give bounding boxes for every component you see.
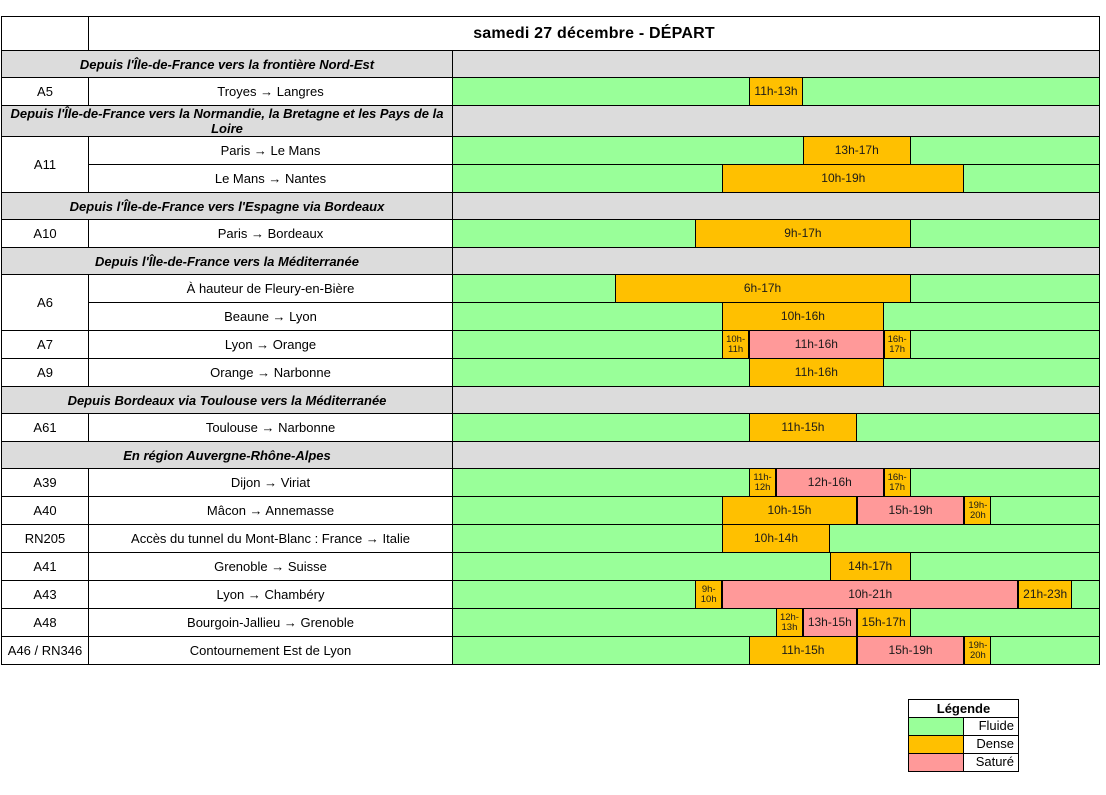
road-route: Le Mans → Nantes [89, 165, 453, 193]
timeline-cell [453, 581, 1100, 609]
table-row [2, 331, 1100, 359]
section-row [2, 387, 1100, 414]
road-code: A39 [2, 469, 89, 497]
timeline [453, 220, 1099, 247]
segment-label: 16h- 17h [887, 471, 907, 493]
traffic-segment: 12h-16h [776, 469, 884, 496]
road-route: Mâcon → Annemasse [89, 497, 453, 525]
section-header-label: En région Auvergne-Rhône-Alpes [2, 442, 453, 469]
segment-label: 19h- 20h [968, 639, 988, 661]
road-code: A40 [2, 497, 89, 525]
traffic-segment: 10h-14h [722, 525, 830, 552]
traffic-segment [964, 497, 991, 524]
table-row [2, 414, 1100, 442]
segment-label: 19h- 20h [968, 499, 988, 521]
section-row [2, 193, 1100, 220]
segment-label: 10h- 11h [726, 333, 746, 355]
legend-title: Légende [936, 701, 991, 716]
timeline [453, 609, 1099, 636]
timeline-cell [453, 414, 1100, 442]
table-row [2, 525, 1100, 553]
road-code: A48 [2, 609, 89, 637]
timeline [453, 165, 1099, 192]
section-header-bar [453, 248, 1100, 275]
road-code: A43 [2, 581, 89, 609]
section-header-label: Depuis Bordeaux via Toulouse vers la Méditerranée [2, 387, 453, 414]
table-row [2, 553, 1100, 581]
road-route: Lyon → Orange [89, 331, 453, 359]
traffic-segment [964, 637, 991, 664]
road-code: A41 [2, 553, 89, 581]
traffic-segment: 6h-17h [615, 275, 911, 302]
section-header-bar [453, 193, 1100, 220]
road-code: A61 [2, 414, 89, 442]
table-row [2, 275, 1100, 303]
section-header-bar [453, 51, 1100, 78]
legend-row-sature [909, 753, 1018, 771]
traffic-segment: 11h-15h [749, 637, 857, 664]
road-route: Orange → Narbonne [89, 359, 453, 387]
table-row [2, 165, 1100, 193]
legend-row-dense [909, 735, 1018, 753]
road-route: Paris → Le Mans [89, 137, 453, 165]
table-row [2, 609, 1100, 637]
traffic-segment: 10h-19h [722, 165, 964, 192]
traffic-segment: 10h-15h [722, 497, 857, 524]
timeline [453, 303, 1099, 330]
dense-color-swatch [909, 736, 964, 753]
timeline [453, 637, 1099, 664]
road-route: Beaune → Lyon [89, 303, 453, 331]
traffic-segment: 10h-16h [722, 303, 884, 330]
timeline [453, 359, 1099, 386]
section-header-bar [453, 387, 1100, 414]
fluide-label: Fluide [978, 718, 1014, 733]
segment-label: 16h- 17h [887, 333, 907, 355]
road-code: A11 [2, 137, 89, 193]
traffic-segment: 10h-21h [722, 581, 1018, 608]
road-route: Contournement Est de Lyon [89, 637, 453, 665]
timeline [453, 553, 1099, 580]
traffic-segment [884, 331, 911, 358]
table-row [2, 78, 1100, 106]
legend-row-fluide [909, 717, 1018, 735]
road-code: A7 [2, 331, 89, 359]
title-row [2, 17, 1100, 51]
segment-label: 9h- 10h [700, 583, 717, 605]
dense-label: Dense [976, 736, 1014, 751]
sature-color-swatch [909, 754, 964, 771]
traffic-segment: 15h-17h [857, 609, 911, 636]
traffic-forecast-table [1, 16, 1100, 665]
timeline-cell [453, 553, 1100, 581]
timeline-cell [453, 497, 1100, 525]
road-code: A46 / RN346 [2, 637, 89, 665]
section-header-bar [453, 442, 1100, 469]
table-row [2, 469, 1100, 497]
traffic-segment: 13h-17h [803, 137, 911, 164]
traffic-segment: 11h-16h [749, 359, 884, 386]
road-route: À hauteur de Fleury-en-Bière [89, 275, 453, 303]
table-row [2, 637, 1100, 665]
table-row [2, 220, 1100, 248]
road-route: Paris → Bordeaux [89, 220, 453, 248]
timeline-cell [453, 303, 1100, 331]
timeline-cell [453, 469, 1100, 497]
traffic-segment: 15h-19h [857, 497, 965, 524]
fluide-color-swatch [909, 718, 964, 735]
road-code: A9 [2, 359, 89, 387]
timeline [453, 497, 1099, 524]
traffic-segment: 13h-15h [803, 609, 857, 636]
traffic-segment: 11h-15h [749, 414, 857, 441]
section-row [2, 248, 1100, 275]
road-route: Grenoble → Suisse [89, 553, 453, 581]
timeline-cell [453, 275, 1100, 303]
traffic-segment [695, 581, 722, 608]
road-route: Accès du tunnel du Mont-Blanc : France → Italie [89, 525, 453, 553]
section-header-label: Depuis l'Île-de-France vers la Normandie, la Bretagne et les Pays de la Loire [2, 106, 453, 137]
segment-label: 11h- 12h [753, 471, 772, 493]
traffic-segment [722, 331, 749, 358]
table-row [2, 581, 1100, 609]
segment-label: 12h- 13h [779, 611, 799, 633]
timeline-cell [453, 137, 1100, 165]
section-row [2, 51, 1100, 78]
road-code: A5 [2, 78, 89, 106]
road-route: Dijon → Viriat [89, 469, 453, 497]
section-header-label: Depuis l'Île-de-France vers la frontière Nord-Est [2, 51, 453, 78]
timeline-cell [453, 525, 1100, 553]
road-code: RN205 [2, 525, 89, 553]
traffic-segment: 9h-17h [695, 220, 910, 247]
timeline [453, 331, 1099, 358]
table-row [2, 137, 1100, 165]
traffic-segment [884, 469, 911, 496]
traffic-table-body [2, 17, 1100, 665]
timeline [453, 275, 1099, 302]
section-header-label: Depuis l'Île-de-France vers l'Espagne via Bordeaux [2, 193, 453, 220]
page-title: samedi 27 décembre - DÉPART [89, 17, 1100, 51]
table-row [2, 497, 1100, 525]
road-code: A10 [2, 220, 89, 248]
table-row [2, 303, 1100, 331]
timeline [453, 78, 1099, 105]
section-row [2, 442, 1100, 469]
road-route: Troyes → Langres [89, 78, 453, 106]
section-row [2, 106, 1100, 137]
timeline-cell [453, 637, 1100, 665]
title-spacer [2, 17, 89, 51]
section-header-bar [453, 106, 1100, 137]
road-route: Bourgoin-Jallieu → Grenoble [89, 609, 453, 637]
traffic-segment: 11h-13h [749, 78, 803, 105]
timeline-cell [453, 165, 1100, 193]
legend [908, 699, 1019, 772]
timeline [453, 137, 1099, 164]
traffic-segment: 15h-19h [857, 637, 965, 664]
timeline-cell [453, 331, 1100, 359]
timeline-cell [453, 220, 1100, 248]
road-route: Toulouse → Narbonne [89, 414, 453, 442]
traffic-segment [776, 609, 803, 636]
traffic-segment [749, 469, 776, 496]
road-route: Lyon → Chambéry [89, 581, 453, 609]
timeline-cell [453, 359, 1100, 387]
traffic-segment: 11h-16h [749, 331, 884, 358]
timeline [453, 414, 1099, 441]
timeline [453, 525, 1099, 552]
timeline-cell [453, 609, 1100, 637]
traffic-segment: 21h-23h [1018, 581, 1072, 608]
road-code: A6 [2, 275, 89, 331]
timeline [453, 581, 1099, 608]
timeline-cell [453, 78, 1100, 106]
section-header-label: Depuis l'Île-de-France vers la Méditerranée [2, 248, 453, 275]
traffic-segment: 14h-17h [830, 553, 911, 580]
timeline [453, 469, 1099, 496]
sature-label: Saturé [975, 754, 1014, 769]
table-row [2, 359, 1100, 387]
